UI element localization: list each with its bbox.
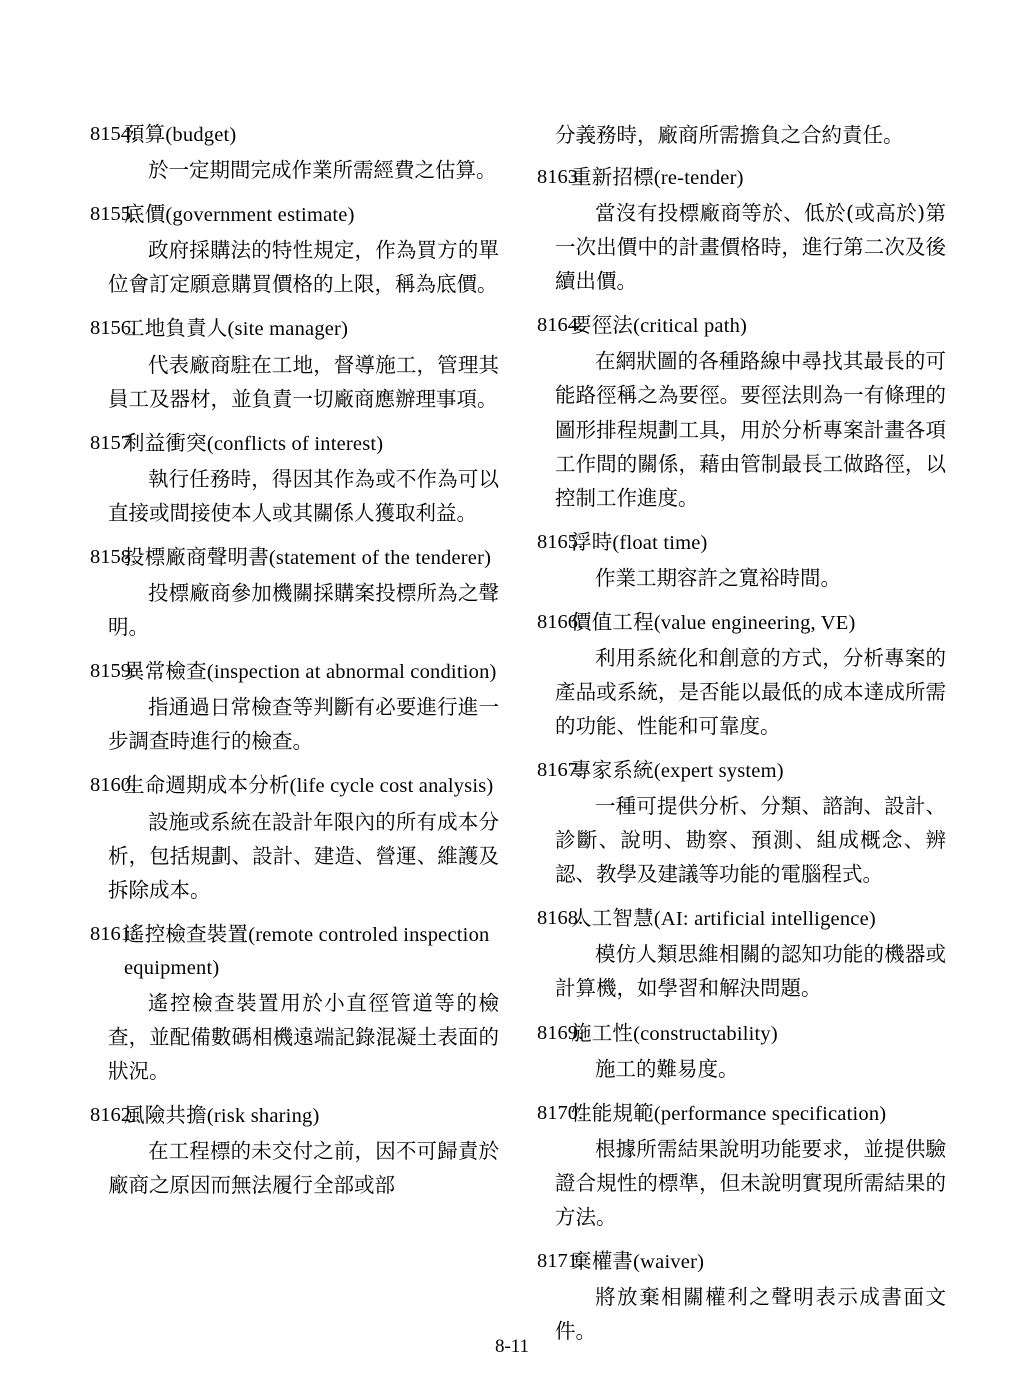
entry-term (537, 1017, 946, 1051)
glossary-entry (537, 1097, 946, 1243)
entry-term (90, 427, 499, 461)
entry-term-english: (statement of the tenderer) (268, 546, 492, 569)
glossary-entry (537, 754, 946, 900)
entry-definition: 於一定期間完成作業所需經費之估算。 (148, 158, 497, 183)
entry-definition: 政府採購法的特性規定，作為買方的單位會訂定願意購買價格的上限，稱為底價。 (108, 238, 499, 297)
glossary-entry (537, 606, 946, 752)
two-column-body (90, 118, 946, 1344)
entry-term-english: (critical path) (633, 315, 748, 338)
entry-number: 8162. (90, 1104, 137, 1127)
entry-term-english: (performance specification) (653, 1102, 887, 1125)
entry-term-chinese: 人工智慧 (571, 906, 654, 931)
entry-definition: 在網狀圖的各種路線中尋找其最長的可能路徑稱之為要徑。要徑法則為一有條理的圖形排程規劃工具，用於分析專案計畫各項工作間的關係，藉由管制最長工做路徑，以控制工作進度。 (555, 349, 946, 510)
entry-number: 8163. (537, 166, 584, 189)
glossary-entry (90, 541, 499, 653)
entry-number: 8154. (90, 123, 137, 145)
entry-term-chinese: 底價 (124, 202, 166, 227)
entry-term-chinese: 投標廠商聲明書 (124, 544, 269, 569)
entry-definition: 代表廠商駐在工地，督導施工，管理其員工及器材，並負責一切廠商應辦理事項。 (108, 352, 499, 411)
glossary-entry (90, 655, 499, 767)
entry-term-english: (re-tender) (653, 167, 744, 190)
glossary-entry (90, 918, 499, 1097)
entry-term (90, 541, 499, 575)
entry-term (537, 1245, 946, 1279)
glossary-entry (537, 526, 946, 604)
entry-number: 8158. (90, 545, 137, 568)
entry-term-english: (remote controled inspection equipment) (124, 923, 490, 979)
glossary-entry (90, 118, 499, 196)
definition-carryover: 分義務時，廠商所需擔負之合約責任。 (555, 123, 904, 147)
entry-term-english: (AI: artificial intelligence) (653, 908, 876, 931)
entry-term-chinese: 浮時 (571, 529, 613, 554)
entry-term-chinese: 性能規範 (571, 1100, 654, 1125)
entry-number: 8164. (537, 314, 584, 337)
entry-term (90, 118, 499, 152)
entry-term-chinese: 生命週期成本分析 (124, 773, 290, 798)
entry-term-english: (site manager) (227, 318, 349, 341)
glossary-entry (90, 312, 499, 424)
entry-definition: 施工的難易度。 (595, 1056, 739, 1081)
entry-term-english: (waiver) (633, 1250, 705, 1273)
entry-number: 8167. (537, 759, 584, 782)
entry-definition: 利用系統化和創意的方式，分析專案的產品或系統，是否能以最低的成本達成所需的功能、性能和可靠度。 (555, 645, 946, 738)
entry-definition: 設施或系統在設計年限內的所有成本分析，包括規劃、設計、建造、營運、維護及拆除成本。 (108, 809, 499, 902)
glossary-entry (537, 161, 946, 307)
entry-term (537, 309, 946, 343)
entry-term (90, 312, 499, 346)
entry-term-chinese: 價值工程 (571, 609, 654, 634)
glossary-entry (537, 309, 946, 523)
entry-term (537, 902, 946, 936)
entry-term (537, 526, 946, 560)
entry-term-english: (float time) (612, 531, 708, 554)
entry-number: 8166. (537, 610, 584, 633)
entry-term-english: (inspection at abnormal condition) (206, 661, 497, 684)
entry-number: 8159. (90, 660, 137, 683)
glossary-entry (537, 1017, 946, 1095)
entry-term-chinese: 施工性 (571, 1020, 634, 1045)
entry-term (537, 1097, 946, 1131)
entry-number: 8160. (90, 774, 137, 797)
entry-term-chinese: 棄權書 (571, 1248, 634, 1273)
glossary-entry (90, 427, 499, 539)
entry-number: 8170. (537, 1101, 584, 1124)
entry-term (537, 161, 946, 195)
entry-definition: 投標廠商參加機關採購案投標所為之聲明。 (108, 581, 499, 640)
entry-definition: 一種可提供分析、分類、諮詢、設計、診斷、說明、勘察、預測、組成概念、辨認、教學及建議等功能的電腦程式。 (555, 794, 946, 887)
glossary-entry (90, 198, 499, 310)
entry-term-chinese: 遙控檢查裝置 (124, 921, 249, 946)
glossary-entry (537, 902, 946, 1014)
entry-definition: 模仿人類思維相關的認知功能的機器或計算機，如學習和解決問題。 (555, 942, 946, 1001)
entry-term-english: (constructability) (633, 1022, 778, 1045)
entry-term (90, 918, 499, 985)
entry-term-chinese: 要徑法 (571, 313, 634, 338)
entry-number: 8157. (90, 431, 137, 454)
entry-term (90, 769, 499, 803)
left-column (90, 118, 499, 1288)
entry-term-chinese: 專家系統 (571, 758, 654, 783)
entry-term-chinese: 重新招標 (571, 165, 654, 190)
entry-definition: 根據所需結果說明功能要求，並提供驗證合規性的標準，但未說明實現所需結果的方法。 (555, 1136, 946, 1229)
glossary-entry (90, 769, 499, 915)
entry-number: 8165. (537, 530, 584, 553)
entry-term-chinese: 利益衝突 (124, 430, 207, 455)
entry-term-chinese: 工地負責人 (124, 316, 228, 341)
entry-term (537, 606, 946, 640)
right-column (537, 118, 946, 1344)
entry-definition: 在工程標的未交付之前，因不可歸責於廠商之原因而無法履行全部或部 (108, 1139, 499, 1198)
glossary-entry (90, 1099, 499, 1211)
entry-term-chinese: 預算 (124, 122, 166, 146)
entry-definition: 作業工期容許之寬裕時間。 (595, 565, 841, 590)
entry-number: 8161. (90, 922, 137, 945)
page-number: 8-11 (494, 1336, 530, 1357)
entry-term-english: (expert system) (653, 760, 784, 783)
entry-term-chinese: 風險共擔 (124, 1103, 207, 1128)
entry-term-english: (budget) (165, 124, 237, 146)
entry-number: 8168. (537, 907, 584, 930)
entry-definition: 當沒有投標廠商等於、低於(或高於)第一次出價中的計畫價格時，進行第二次及後續出價。 (555, 201, 946, 294)
entry-number: 8171. (537, 1249, 584, 1272)
entry-number: 8156. (90, 317, 137, 340)
entry-definition: 執行任務時，得因其作為或不作為可以直接或間接使本人或其關係人獲取利益。 (108, 466, 499, 525)
entry-number: 8155. (90, 203, 137, 226)
entry-term-english: (value engineering, VE) (653, 611, 856, 634)
entry-term-chinese: 異常檢查 (124, 659, 207, 684)
entry-term-english: (conflicts of interest) (206, 432, 384, 455)
entry-term-english: (risk sharing) (206, 1105, 320, 1128)
entry-term-english: (government estimate) (165, 204, 355, 227)
entry-number: 8169. (537, 1021, 584, 1044)
entry-term (90, 198, 499, 232)
entry-term (90, 655, 499, 689)
entry-definition: 指通過日常檢查等判斷有必要進行進一步調查時進行的檢查。 (108, 695, 499, 754)
entry-term-english: (life cycle cost analysis) (289, 775, 494, 798)
entry-term (537, 754, 946, 788)
entry-definition: 遙控檢查裝置用於小直徑管道等的檢查，並配備數碼相機遠端記錄混凝土表面的狀況。 (108, 991, 499, 1084)
entry-term (90, 1099, 499, 1133)
entry-definition: 將放棄相關權利之聲明表示成書面文件。 (555, 1285, 946, 1344)
